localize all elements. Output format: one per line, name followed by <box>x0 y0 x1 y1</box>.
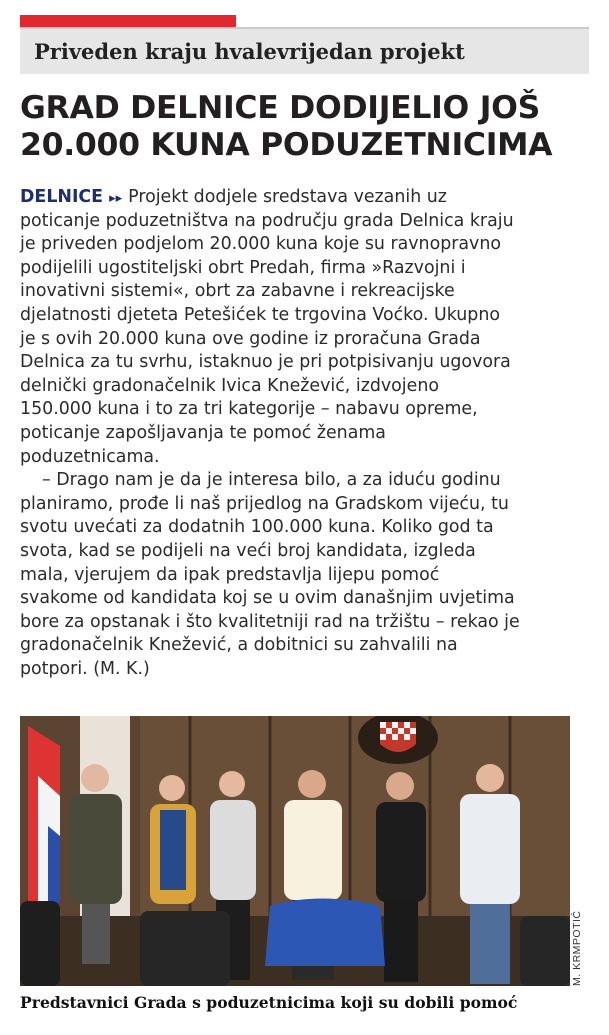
body-line: bore za opstanak i što kvalitetniji rad na tržištu – rekao je <box>20 611 520 632</box>
body-line: planiramo, prođe li naš prijedlog na Gradskom vijeću, tu <box>20 493 509 514</box>
headline-line-1: GRAD DELNICE DODIJELIO JOŠ <box>20 90 540 126</box>
body-line: potpori. (M. K.) <box>20 658 150 679</box>
article-body <box>20 186 592 681</box>
article-headline <box>20 90 590 164</box>
body-line: svakome od kandidata koj se u ovim današnjim uvjetima <box>20 588 515 609</box>
group-photo-illustration <box>20 716 570 986</box>
dateline-arrows-icon: ▸▸ <box>109 191 123 206</box>
body-line: gradonačelnik Knežević, a dobitnici su zahvalili na <box>20 635 458 656</box>
group-photo <box>20 716 570 986</box>
body-line: delnički gradonačelnik Ivica Knežević, izdvojeno <box>20 375 439 396</box>
headline-line-2: 20.000 KUNA PODUZETNICIMA <box>20 127 553 163</box>
body-line: DELNICE ▸▸ Projekt dodjele sredstava vezanih uz <box>20 187 447 207</box>
kicker-text: Priveden kraju hvalevrijedan projekt <box>34 39 465 64</box>
body-line: – Drago nam je da je interesa bilo, a za iduću godinu <box>42 470 501 491</box>
body-line: svota, kad se podijeli na veći broj kandidata, izgleda <box>20 540 476 561</box>
body-line: poduzetnicama. <box>20 446 160 467</box>
section-accent-bar <box>20 15 236 27</box>
body-line: mala, vjerujem da ipak predstavlja lijepu pomoć <box>20 564 440 585</box>
kicker-bar <box>20 27 589 74</box>
body-line: 150.000 kuna i to za tri kategorije – nabavu opreme, <box>20 399 478 420</box>
body-line: je s ovih 20.000 kuna ove godine iz proračuna Grada <box>20 328 481 349</box>
body-line: svotu uvećati za dodatnih 100.000 kuna. Koliko god ta <box>20 517 494 538</box>
body-line: poticanje poduzetništva na području grada Delnica kraju <box>20 210 514 231</box>
body-line: poticanje zapošljavanja te pomoć ženama <box>20 422 386 443</box>
photo-caption: Predstavnici Grada s poduzetnicima koji su dobili pomoć <box>20 993 518 1012</box>
body-line: je priveden podjelom 20.000 kuna koje su ravnopravno <box>20 234 502 255</box>
body-line: Delnica za tu svrhu, istaknuo je pri potpisivanju ugovora <box>20 352 511 373</box>
body-line: inovativni sistemi«, obrt za zabavne i rekreacijske <box>20 281 455 302</box>
body-line: podijelili ugostiteljski obrt Predah, firma »Razvojni i <box>20 257 466 278</box>
body-line: djelatnosti djeteta Petešićek te trgovina Voćko. Ukupno <box>20 304 500 325</box>
photo-credit: M. KRMPOTIĆ <box>571 910 583 986</box>
dateline: DELNICE <box>20 187 104 207</box>
